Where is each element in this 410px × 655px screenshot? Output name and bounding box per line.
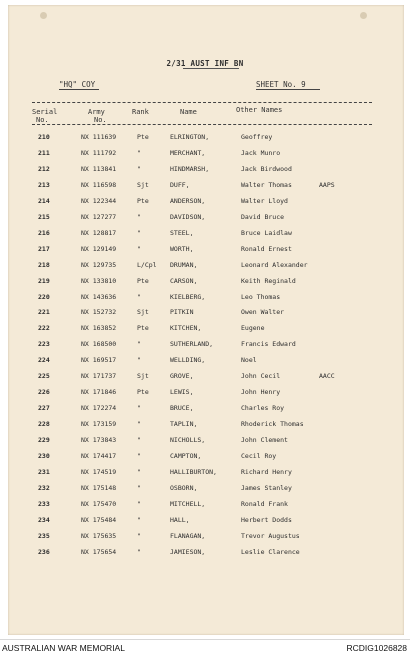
company-label: "HQ" COY (59, 80, 96, 89)
header-bottom-rule (32, 124, 372, 125)
unit-note: AACC (319, 372, 335, 381)
army-number: NX 168500 (81, 340, 117, 349)
serial-number: 217 (38, 244, 50, 253)
table-row (0, 484, 410, 500)
other-names: Leonard Alexander (241, 260, 308, 269)
other-names: Francis Edward (241, 340, 296, 349)
other-names: Eugene (241, 324, 265, 333)
sheet-underline (256, 89, 320, 90)
rank: Pte (137, 276, 149, 285)
rank: Sjt (137, 180, 149, 189)
army-number: NX 175654 (81, 547, 117, 556)
army-number: NX 111792 (81, 148, 117, 157)
army-number: NX 129149 (81, 244, 117, 253)
other-names: Leo Thomas (241, 292, 281, 301)
serial-number: 224 (38, 356, 50, 365)
army-number: NX 143636 (81, 292, 117, 301)
company-underline (59, 89, 99, 90)
table-row (0, 229, 410, 245)
other-names: Bruce Laidlaw (241, 228, 292, 237)
other-names: Charles Roy (241, 404, 285, 413)
surname: SUTHERLAND, (170, 340, 214, 349)
serial-header-line2: No. (36, 116, 49, 124)
surname: STEEL, (170, 228, 194, 237)
table-row (0, 452, 410, 468)
serial-number: 228 (38, 420, 50, 429)
other-names: Jack Birdwood (241, 164, 292, 173)
army-number: NX 129735 (81, 260, 117, 269)
other-names: Ronald Frank (241, 499, 288, 508)
punch-hole (360, 12, 367, 19)
army-number: NX 163852 (81, 324, 117, 333)
surname: LEWIS, (170, 388, 194, 397)
other-names: James Stanley (241, 483, 292, 492)
serial-number: 235 (38, 531, 50, 540)
surname: KIELBERG, (170, 292, 206, 301)
table-row (0, 261, 410, 277)
surname: CAMPTON, (170, 452, 202, 460)
army-number: NX 169517 (81, 356, 117, 365)
table-row (0, 372, 410, 388)
other-names: Geoffrey (241, 133, 273, 141)
table-row (0, 277, 410, 293)
serial-number: 212 (38, 164, 50, 173)
surname: PITKIN (170, 308, 194, 317)
serial-number: 219 (38, 276, 50, 285)
surname: ANDERSON, (170, 196, 206, 205)
table-row (0, 149, 410, 165)
army-number: NX 174519 (81, 467, 117, 476)
surname: DUFF, (170, 180, 190, 189)
serial-number: 236 (38, 547, 50, 556)
rank: " (137, 547, 141, 556)
other-names: Cecil Roy (241, 452, 277, 460)
rank: " (137, 483, 141, 492)
surname: BRUCE, (170, 404, 194, 413)
rank: " (137, 499, 141, 508)
footer-reference: RCDIG1026828 (346, 643, 407, 653)
table-row (0, 133, 410, 149)
serial-header-line1: Serial (32, 108, 58, 116)
table-row (0, 197, 410, 213)
army-number: NX 173159 (81, 420, 117, 429)
other-names-header: Other Names (236, 106, 283, 114)
table-row (0, 532, 410, 548)
serial-number: 213 (38, 180, 50, 189)
army-number: NX 172274 (81, 404, 117, 413)
surname: KITCHEN, (170, 324, 202, 333)
surname: OSBORN, (170, 483, 198, 492)
table-row (0, 245, 410, 261)
table-row (0, 404, 410, 420)
other-names: Owen Walter (241, 308, 285, 317)
surname: JAMIESON, (170, 547, 206, 556)
other-names: Rhoderick Thomas (241, 420, 304, 429)
army-number: NX 122344 (81, 196, 117, 205)
serial-number: 231 (38, 467, 50, 476)
serial-number: 215 (38, 212, 50, 221)
surname: HALLIBURTON, (170, 467, 217, 476)
serial-number: 214 (38, 196, 50, 205)
table-row (0, 548, 410, 564)
table-row (0, 181, 410, 197)
army-number: NX 113841 (81, 164, 117, 173)
rank-header: Rank (132, 108, 149, 116)
other-names: Walter Lloyd (241, 196, 288, 205)
table-row (0, 436, 410, 452)
other-names: Trevor Augustus (241, 531, 300, 540)
rank: " (137, 436, 141, 445)
army-number: NX 175148 (81, 483, 117, 492)
serial-number: 218 (38, 260, 50, 269)
surname: GROVE, (170, 372, 194, 381)
surname: ELRINGTON, (170, 133, 210, 141)
army-header-line1: Army (88, 108, 105, 116)
rank: Pte (137, 324, 149, 333)
rank: Pte (137, 196, 149, 205)
document-title: 2/31 AUST INF BN (166, 59, 244, 68)
serial-number: 230 (38, 452, 50, 460)
army-number: NX 128817 (81, 228, 117, 237)
rank: " (137, 148, 141, 157)
surname: DRUMAN, (170, 260, 198, 269)
serial-number: 221 (38, 308, 50, 317)
serial-number: 216 (38, 228, 50, 237)
table-row (0, 388, 410, 404)
army-number: NX 174417 (81, 452, 117, 460)
surname: WELLDING, (170, 356, 206, 365)
table-row (0, 340, 410, 356)
serial-number: 222 (38, 324, 50, 333)
serial-number: 226 (38, 388, 50, 397)
rank: " (137, 164, 141, 173)
army-number: NX 111639 (81, 133, 117, 141)
rank: Sjt (137, 372, 149, 381)
rank: " (137, 340, 141, 349)
other-names: Ronald Ernest (241, 244, 292, 253)
army-number: NX 173843 (81, 436, 117, 445)
surname: HALL, (170, 515, 190, 524)
surname: NICHOLLS, (170, 436, 206, 445)
army-number: NX 127277 (81, 212, 117, 221)
serial-number: 211 (38, 148, 50, 157)
surname: MERCHANT, (170, 148, 206, 157)
army-number: NX 175484 (81, 515, 117, 524)
rank: Pte (137, 388, 149, 397)
army-header-line2: No. (94, 116, 107, 124)
rank: " (137, 244, 141, 253)
table-row (0, 516, 410, 532)
table-row (0, 213, 410, 229)
serial-number: 210 (38, 133, 50, 141)
surname: TAPLIN, (170, 420, 198, 429)
table-row (0, 293, 410, 309)
serial-number: 225 (38, 372, 50, 381)
other-names: John Clement (241, 436, 288, 445)
rank: " (137, 452, 141, 460)
title-underline (183, 68, 239, 69)
other-names: Noel (241, 356, 257, 365)
other-names: Walter Thomas (241, 180, 292, 189)
header-top-rule (32, 102, 372, 103)
rank: " (137, 356, 141, 365)
surname: CARSON, (170, 276, 198, 285)
footer-bar (0, 639, 410, 655)
sheet-number: SHEET No. 9 (256, 80, 306, 89)
other-names: David Bruce (241, 212, 285, 221)
rank: " (137, 292, 141, 301)
army-number: NX 116598 (81, 180, 117, 189)
other-names: John Cecil (241, 372, 281, 381)
unit-note: AAPS (319, 180, 335, 189)
table-row (0, 165, 410, 181)
army-number: NX 175470 (81, 499, 117, 508)
surname: WORTH, (170, 244, 194, 253)
table-row (0, 324, 410, 340)
rank: Pte (137, 133, 149, 141)
army-number: NX 175635 (81, 531, 117, 540)
other-names: Herbert Dodds (241, 515, 292, 524)
table-row (0, 308, 410, 324)
serial-number: 223 (38, 340, 50, 349)
surname: HINDMARSH, (170, 164, 210, 173)
table-row (0, 468, 410, 484)
army-header (88, 108, 107, 124)
surname: MITCHELL, (170, 499, 206, 508)
army-number: NX 152732 (81, 308, 117, 317)
table-row (0, 500, 410, 516)
rank: " (137, 420, 141, 429)
other-names: John Henry (241, 388, 281, 397)
serial-number: 233 (38, 499, 50, 508)
serial-number: 227 (38, 404, 50, 413)
serial-header (32, 108, 57, 124)
serial-number: 229 (38, 436, 50, 445)
rank: " (137, 515, 141, 524)
footer-source: AUSTRALIAN WAR MEMORIAL (2, 643, 125, 653)
table-row (0, 420, 410, 436)
surname: DAVIDSON, (170, 212, 206, 221)
rank: L/Cpl (137, 260, 157, 269)
serial-number: 232 (38, 483, 50, 492)
other-names: Jack Munro (241, 148, 281, 157)
army-number: NX 171846 (81, 388, 117, 397)
table-row (0, 356, 410, 372)
army-number: NX 171737 (81, 372, 117, 381)
other-names: Leslie Clarence (241, 547, 300, 556)
other-names: Keith Reginald (241, 276, 296, 285)
surname: FLANAGAN, (170, 531, 206, 540)
army-number: NX 133810 (81, 276, 117, 285)
punch-hole (40, 12, 47, 19)
rank: " (137, 467, 141, 476)
serial-number: 220 (38, 292, 50, 301)
other-names: Richard Henry (241, 467, 292, 476)
rank: Sjt (137, 308, 149, 317)
rank: " (137, 212, 141, 221)
rank: " (137, 228, 141, 237)
rank: " (137, 404, 141, 413)
name-header: Name (180, 108, 197, 116)
rank: " (137, 531, 141, 540)
serial-number: 234 (38, 515, 50, 524)
